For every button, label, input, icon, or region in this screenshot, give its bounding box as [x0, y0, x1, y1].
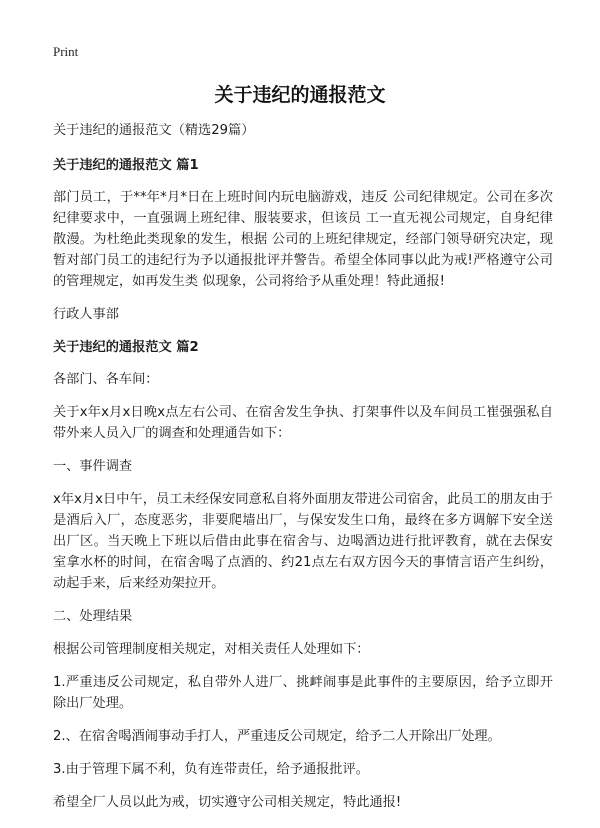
print-label: Print: [53, 44, 79, 59]
section-1-heading: 关于违纪的通报范文 篇1: [53, 158, 199, 173]
part-2-title: 二、处理结果: [53, 609, 133, 624]
part-1-body: x年x月x日中午，员工未经保安同意私自将外面朋友带进公司宿舍，此员工的朋友由于是酒后入厂，态度恶劣，非要爬墙出厂，与保安发生口角，最终在多方调解下安全送出厂区。当天晚上下班以后借由此事在宿舍与、边喝酒边进行批评教育，就在去保安室拿水杯的时间，在宿舍喝了点酒的、约21点左右双方因今天的事情言语产生纠纷，动起手来，后来经劝架拉开。: [53, 492, 553, 591]
section-2-greeting: 各部门、各车间：: [53, 372, 159, 387]
closing-statement: 希望全厂人员以此为戒，切实遵守公司相关规定，特此通报!: [53, 795, 402, 810]
section-1-body: 部门员工，于**年*月*日在上班时间内玩电脑游戏，违反 公司纪律规定。公司在多次纪律要求中，一直强调上班纪律、服装要求，但该员 工一直无视公司规定，自身纪律散漫。为杜绝此类现象的发生，根据 公司的上班纪律规定，经部门领导研究决定，现暂对部门员工的违纪行为予以通报批评并警告。希望全体同事以此为戒!严格遵守公司的管理规定，如再发生类 似现象，公司将给予从重处理！特此通报!: [53, 190, 553, 289]
result-item-3: 3.由于管理下属不利，负有连带责任，给予通报批评。: [53, 762, 369, 777]
document-title: 关于违纪的通报范文: [214, 84, 386, 106]
part-2-intro: 根据公司管理制度相关规定，对相关责任人处理如下：: [53, 642, 370, 657]
section-2-intro: 关于x年x月x日晚x点左右公司、在宿舍发生争执、打架事件以及车间员工崔强强私自带外来人员入厂的调查和处理通告如下：: [53, 405, 553, 441]
section-1-signature: 行政人事部: [53, 307, 119, 322]
result-item-1: 1.严重违反公司规定，私自带外人进厂、挑衅闹事是此事件的主要原因，给予立即开除出厂处理。: [53, 675, 553, 711]
section-2-heading: 关于违纪的通报范文 篇2: [53, 340, 199, 355]
document-body: [53, 120, 553, 825]
document-subtitle: 关于违纪的通报范文（精选29篇）: [53, 123, 255, 138]
result-item-2: 2.、在宿舍喝酒闹事动手打人，严重违反公司规定，给予二人开除出厂处理。: [53, 729, 501, 744]
part-1-title: 一、事件调查: [53, 459, 133, 474]
